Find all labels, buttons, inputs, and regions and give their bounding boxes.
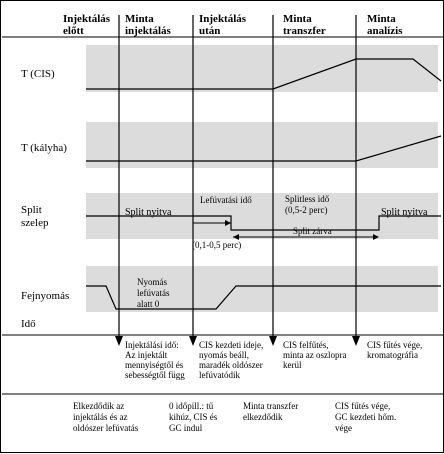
note-4-line2: kromatográfia xyxy=(367,350,418,360)
arrowhead-3 xyxy=(269,336,277,346)
phase-4-line1: Minta xyxy=(283,13,312,25)
row-label-fejnyomas: Fejnyomás xyxy=(21,290,70,302)
footer-2-line2: kihúz, CIS és xyxy=(169,412,218,422)
note-2-line4: lefúvatódik xyxy=(199,370,240,380)
footer-2-line1: 0 időpill.: tű xyxy=(169,401,214,411)
footer-4-line3: vége xyxy=(335,423,352,433)
phase-3-line1: Injektálás xyxy=(199,13,247,25)
footer-4-line1: CIS fűtés vége, xyxy=(335,401,391,411)
note-3-line1: CIS felfűtés, xyxy=(283,340,329,350)
splitless-label-2: (0,5-2 perc) xyxy=(285,205,328,215)
phase-2-line2: injektálás xyxy=(125,25,171,37)
phase-1-line1: Injektálás xyxy=(63,13,111,25)
arrowhead-4 xyxy=(352,336,360,346)
arrowhead-2 xyxy=(189,336,197,346)
note-3-line2: minta az oszlopra xyxy=(283,350,347,360)
splitless-label-1: Splitless idő xyxy=(285,194,330,204)
phase-2-line1: Minta xyxy=(125,13,154,25)
row-label-ido: Idő xyxy=(21,318,36,330)
note-4-line1: CIS fűtés vége, xyxy=(367,340,423,350)
pressure-label-3: alatt 0 xyxy=(137,299,160,309)
pressure-label-1: Nyomás xyxy=(137,277,167,287)
row-label-t-cis: T (CIS) xyxy=(21,68,55,80)
blowoff-label: Lefúvatási idő xyxy=(200,195,252,205)
phase-3-line2: után xyxy=(199,25,221,37)
note-3-line3: kerül xyxy=(283,360,302,370)
note-1-line1: Injektálási idő: xyxy=(125,340,179,350)
split-closed-label: Split zárva xyxy=(293,226,332,236)
phase-5-line2: analízis xyxy=(367,25,403,37)
timing-diagram xyxy=(1,1,444,454)
row-label-split-2: szelep xyxy=(21,217,49,229)
footer-3-line1: Minta transzfer xyxy=(243,401,299,411)
note-1-line3: mennyiségtől és xyxy=(125,360,184,370)
footer-1-line2: injektálás és az xyxy=(73,412,128,422)
footer-2-line3: GC indul xyxy=(169,423,203,433)
arrowhead-1 xyxy=(115,336,123,346)
footer-4-line2: GC kezdeti hőm. xyxy=(335,412,397,422)
note-2-line1: CIS kezdeti ideje, xyxy=(199,340,264,350)
split-open-right-label: Split nyitva xyxy=(381,207,428,218)
note-1-line2: Az injektált xyxy=(125,350,168,360)
pressure-label-2: lefúvatás xyxy=(137,288,170,298)
note-2-line3: maradék oldószer xyxy=(199,360,263,370)
footer-3-line2: elkezdődik xyxy=(243,412,283,422)
note-1-line4: sebességtől függ xyxy=(125,370,185,380)
phase-4-line2: transzfer xyxy=(283,25,326,37)
phase-5-line1: Minta xyxy=(367,13,396,25)
band-t-cis xyxy=(86,45,438,92)
note-2-line2: nyomás beáll, xyxy=(199,350,249,360)
row-label-t-kalyha: T (kályha) xyxy=(21,142,67,154)
phase-1-line2: előtt xyxy=(63,25,84,37)
footer-1-line1: Elkezdődik az xyxy=(73,401,125,411)
blowoff-range-label: (0,1-0,5 perc) xyxy=(192,240,242,250)
split-open-left-label: Split nyitva xyxy=(125,207,172,218)
footer-1-line3: oldószer lefúvatás xyxy=(73,423,139,433)
row-label-split-1: Split xyxy=(21,204,42,216)
